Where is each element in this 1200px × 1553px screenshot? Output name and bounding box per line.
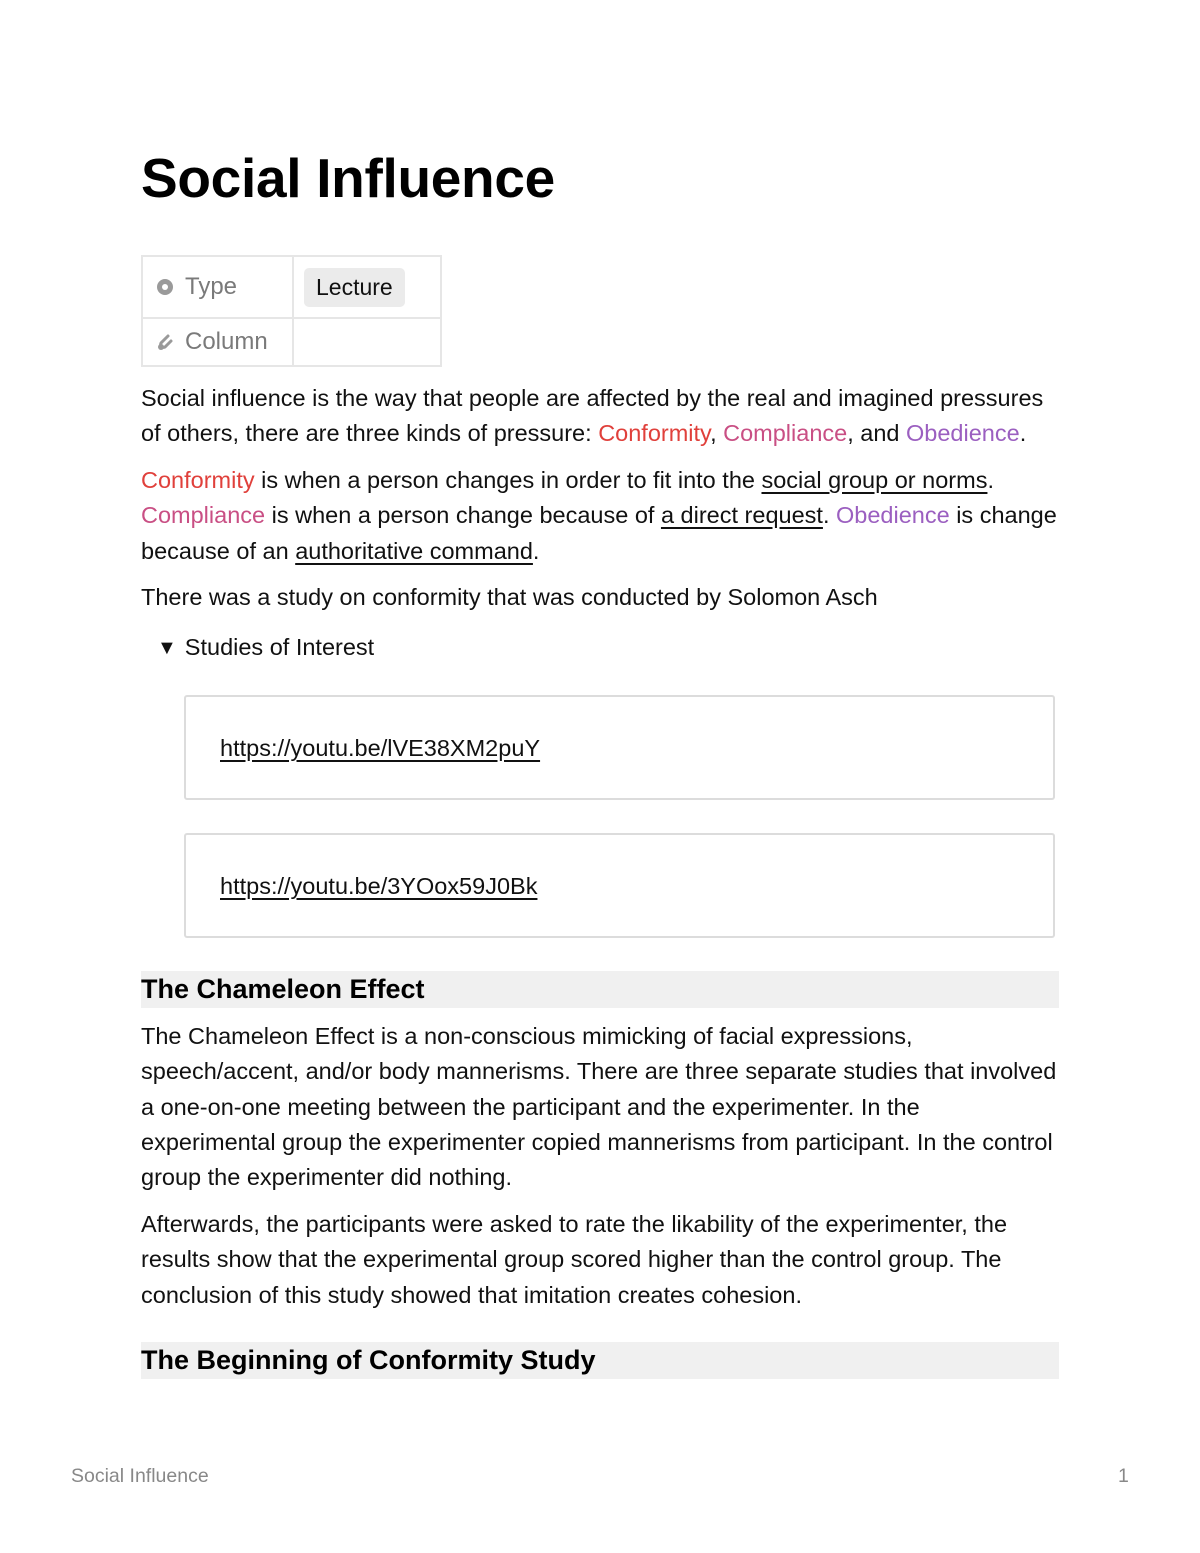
obedience-term: Obedience (906, 420, 1020, 447)
toggle-label: Studies of Interest (184, 634, 375, 660)
definitions-paragraph: Conformity is when a person changes in order to fit into the social group or norms. Compliance is when a person change because of a direct request. Obedience is change because of an authoritative command. (141, 467, 1057, 564)
underlined-phrase: social group or norms (761, 467, 988, 493)
paperclip-icon (155, 332, 175, 352)
type-tag[interactable]: Lecture (304, 268, 405, 307)
link-bookmark[interactable] (184, 833, 1055, 938)
property-value-type[interactable] (293, 256, 441, 318)
conformity-term: Conformity (141, 467, 255, 493)
page-title: Social Influence (141, 147, 555, 209)
conformity-term: Conformity (598, 420, 711, 447)
video-link[interactable]: https://youtu.be/3YOox59J0Bk (220, 873, 538, 899)
asch-paragraph: There was a study on conformity that was conducted by Solomon Asch (141, 584, 878, 610)
section-heading-chameleon: The Chameleon Effect (141, 971, 1059, 1008)
property-value-column[interactable] (293, 318, 441, 366)
section-heading-conformity: The Beginning of Conformity Study (141, 1342, 1059, 1379)
property-row-column (142, 318, 441, 366)
intro-paragraph: Social influence is the way that people are affected by the real and imagined pressures of others, there are three kinds of pressure: Conformity, Compliance, and Obedience. (141, 385, 1044, 447)
footer-title: Social Influence (71, 1465, 209, 1487)
obedience-term: Obedience (836, 502, 950, 529)
page-number: 1 (1118, 1465, 1129, 1487)
property-label: Column (185, 328, 268, 355)
underlined-phrase: a direct request (660, 502, 823, 529)
property-key-column (142, 318, 293, 366)
property-key-type (142, 256, 293, 318)
circle-dot-icon (155, 277, 175, 297)
chameleon-paragraph-2: Afterwards, the participants were asked to rate the likability of the experimenter, the results show that the experimental group scored higher than the control group. The conclusion of this study showed that imitation creates cohesion. (141, 1211, 1008, 1308)
property-row-type (142, 256, 441, 318)
link-bookmark[interactable] (184, 695, 1055, 800)
video-link[interactable]: https://youtu.be/lVE38XM2puY (220, 735, 541, 761)
underlined-phrase: authoritative command (295, 537, 533, 564)
triangle-down-icon[interactable]: ▼ (157, 636, 177, 659)
chameleon-paragraph-1: The Chameleon Effect is a non-conscious mimicking of facial expressions, speech/accent, and/or body mannerisms. There are three separate studies that involved a one-on-one meeting between the participant and the experimenter. In the experimental group the experimenter copied mannerisms from participant. In the control group the experimenter did nothing. (141, 1023, 1057, 1191)
properties-table (141, 255, 442, 367)
compliance-term: Compliance (723, 420, 848, 447)
property-label: Type (185, 273, 238, 300)
compliance-term: Compliance (141, 502, 266, 529)
studies-toggle[interactable] (157, 634, 374, 661)
